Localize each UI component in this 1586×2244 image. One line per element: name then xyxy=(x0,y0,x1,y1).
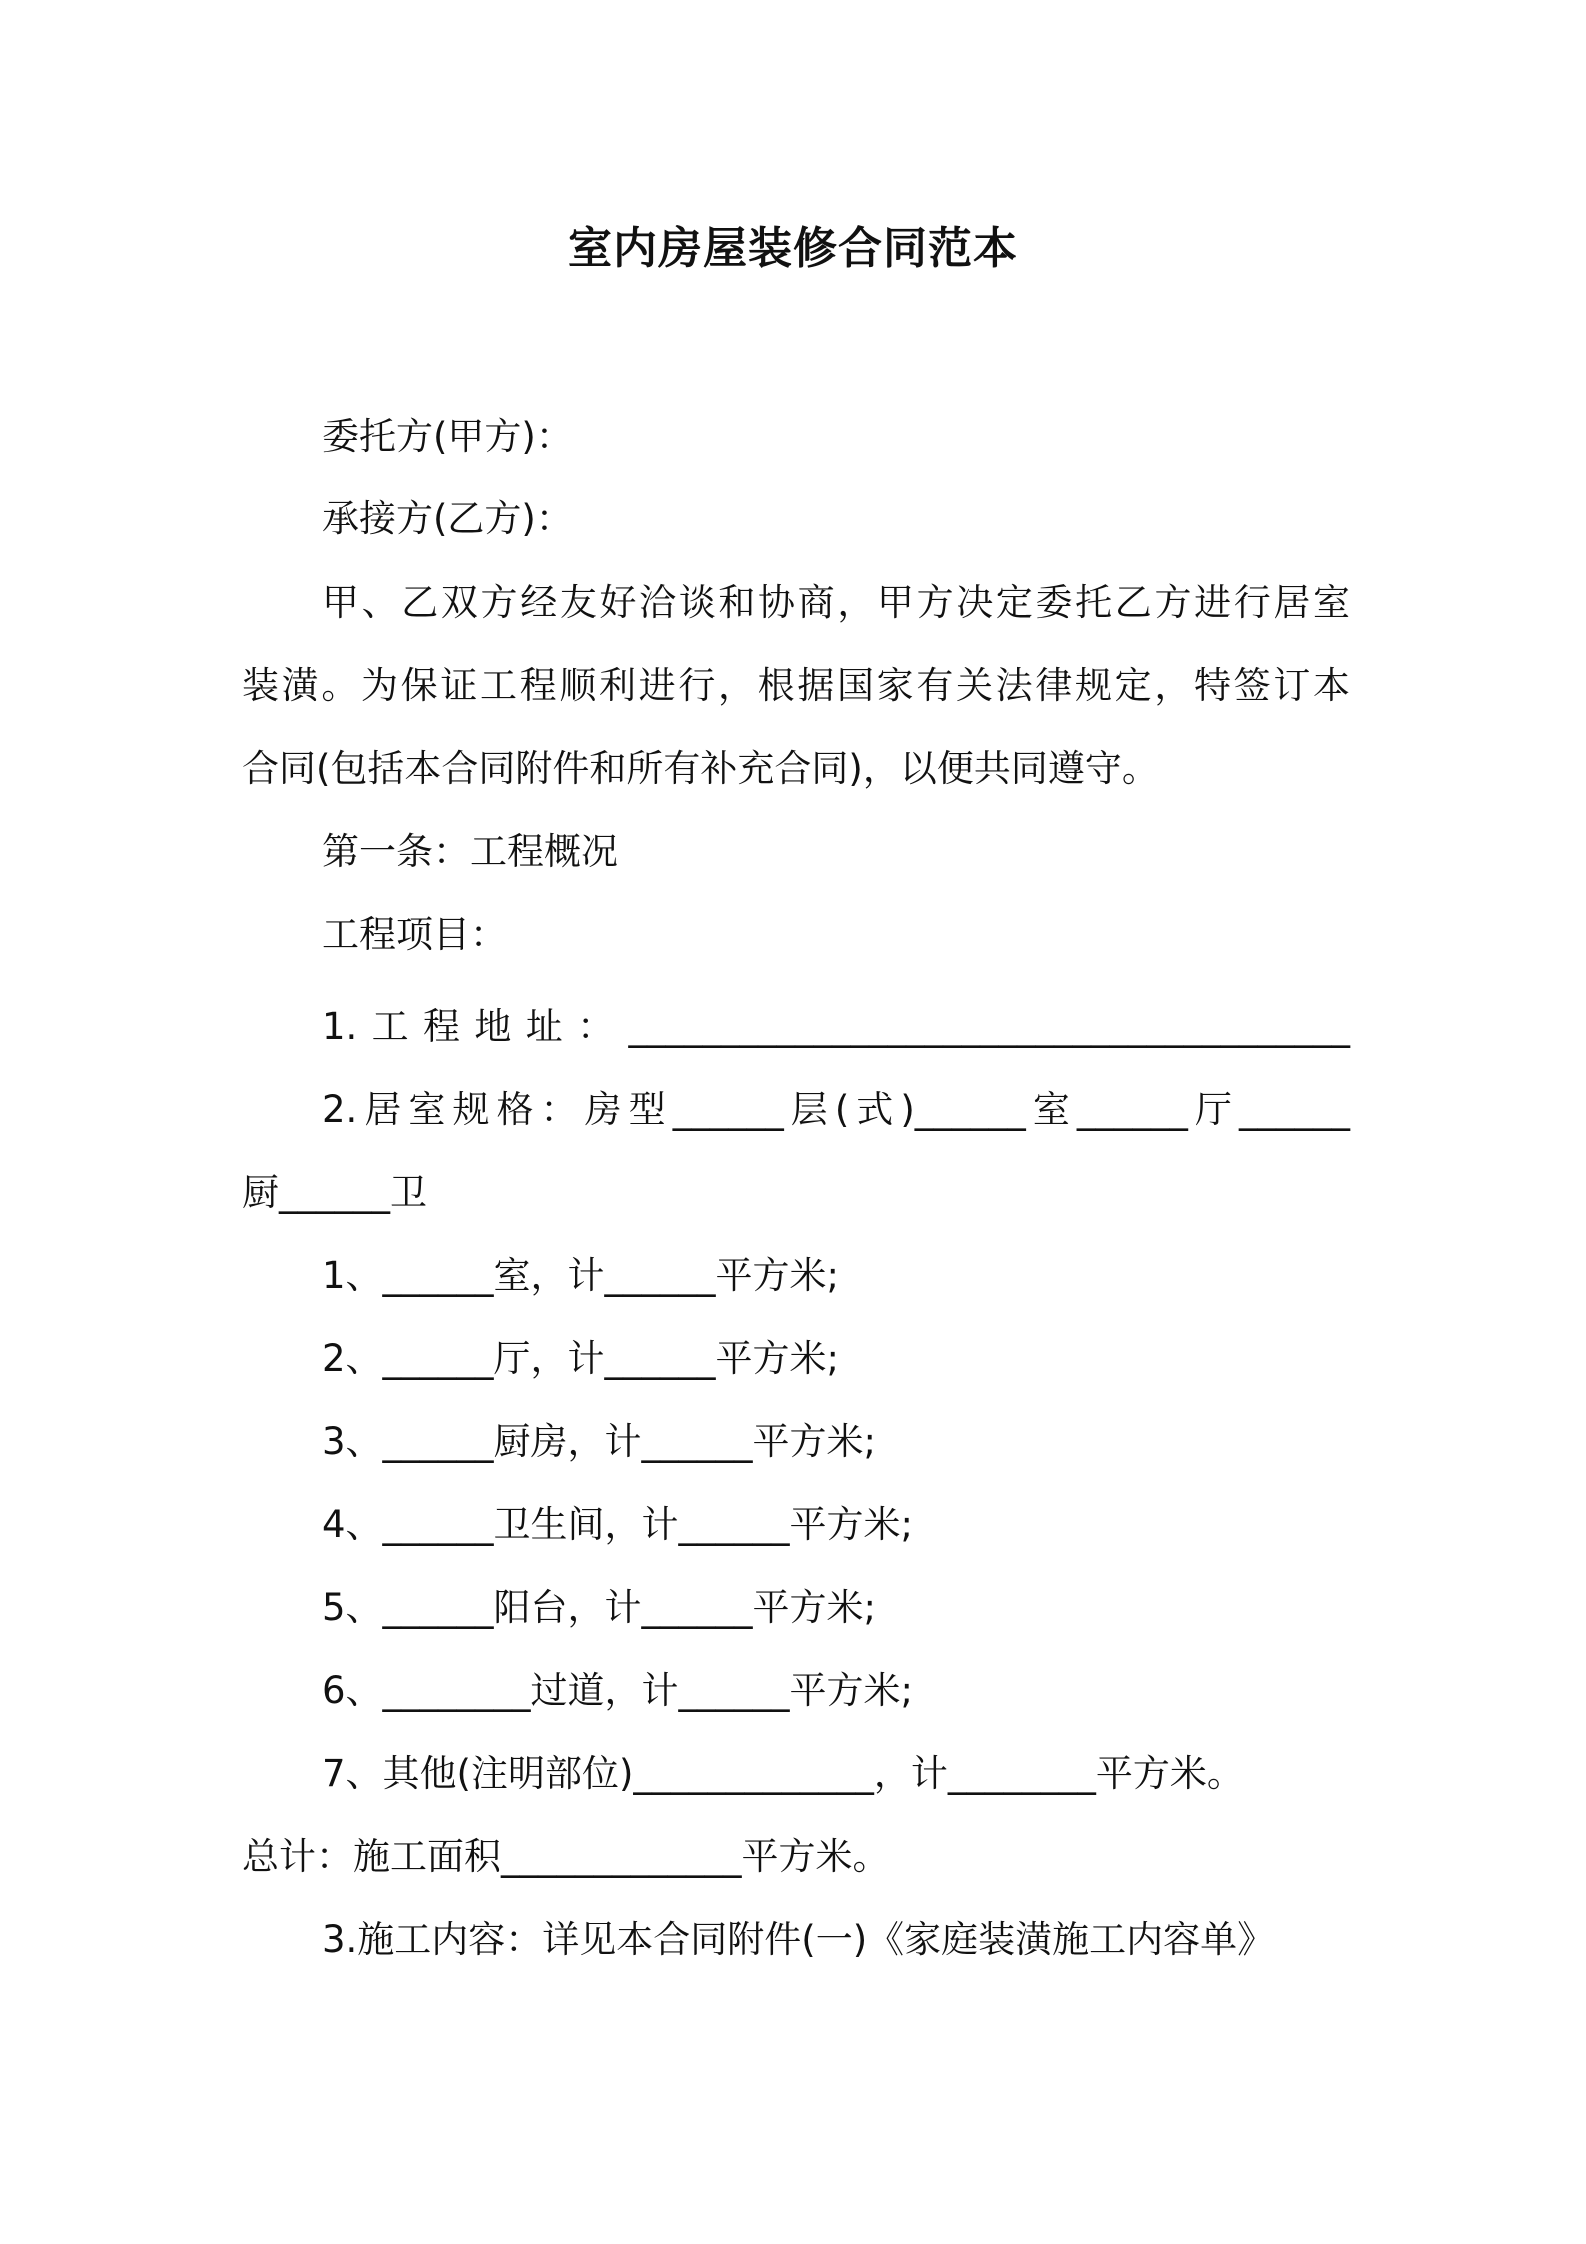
total-area-line: 总计：施工面积_____________平方米。 xyxy=(242,1835,890,1878)
room-item: 7、其他(注明部位)_____________，计________平方米。 xyxy=(322,1752,1244,1795)
preamble-line-1: 甲、乙双方经友好洽谈和协商，甲方决定委托乙方进行居室 xyxy=(322,581,1350,624)
spec-line-1: 2.居室规格：房型______层(式)______室______厅______ xyxy=(322,1088,1350,1131)
address-line: 1.工程地址：_______________________________________ xyxy=(322,1005,1350,1048)
party-a-label: 委托方(甲方)： xyxy=(322,415,573,458)
room-item: 4、______卫生间，计______平方米; xyxy=(322,1503,914,1546)
document-title: 室内房屋装修合同范本 xyxy=(568,223,1018,274)
spec-line-2: 厨______卫 xyxy=(242,1171,427,1214)
article-1-heading: 第一条：工程概况 xyxy=(322,830,618,873)
preamble-line-2: 装潢。为保证工程顺利进行，根据国家有关法律规定，特签订本 xyxy=(242,664,1350,707)
room-item: 3、______厨房，计______平方米; xyxy=(322,1420,877,1463)
room-item: 1、______室，计______平方米; xyxy=(322,1254,840,1297)
room-item: 6、________过道，计______平方米; xyxy=(322,1669,914,1712)
room-item: 2、______厅，计______平方米; xyxy=(322,1337,840,1380)
party-b-label: 承接方(乙方)： xyxy=(322,497,573,540)
construction-content-line: 3.施工内容：详见本合同附件(一)《家庭装潢施工内容单》 xyxy=(322,1918,1275,1961)
room-item: 5、______阳台，计______平方米; xyxy=(322,1586,877,1629)
preamble-line-3: 合同(包括本合同附件和所有补充合同)，以便共同遵守。 xyxy=(242,747,1159,790)
project-items-label: 工程项目： xyxy=(322,913,507,956)
